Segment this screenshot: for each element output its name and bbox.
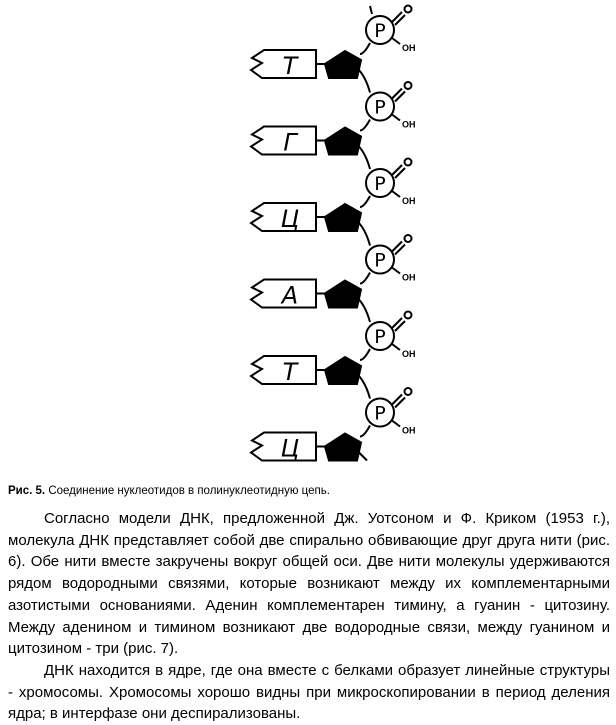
base-letter: Г: [283, 128, 297, 157]
sugar-pentagon: [325, 281, 361, 308]
oxygen-atom: [405, 82, 412, 89]
sugar-phosphate-bond: [359, 300, 370, 323]
paragraph-1: Согласно модели ДНК, предложенной Дж. Уотсоном и Ф. Криком (1953 г.), молекула ДНК представляет собой две спирально обвивающие друг друга нити (рис. 6). Обе нити вместе закручены вокруг общей оси. Две нити молекулы удерживаются рядом водородными связями, которые возникают между их комплементарными азотистыми основаниями. Аденин комплементарен тимину, а гуанин - цитозину. Между аденином и тимином возникают две водородные связи, между гуанином и цитозином - три (рис. 7).: [8, 510, 610, 658]
oxygen-atom: [405, 159, 412, 166]
hydroxyl-bond: [392, 421, 400, 427]
base-letter: Ц: [280, 434, 300, 463]
base-letter: Ц: [280, 205, 300, 233]
phosphate-label: P: [374, 249, 386, 272]
phosphate-label: P: [374, 96, 386, 119]
caption-text: Соединение нуклеотидов в полинуклеотидную цепь.: [45, 485, 330, 497]
oxygen-atom: [405, 235, 412, 242]
hydroxyl-bond: [392, 115, 400, 121]
phosphate-sugar-bond: [360, 196, 370, 207]
phosphate-sugar-bond: [360, 349, 370, 360]
sugar-pentagon: [325, 434, 361, 461]
sugar-pentagon: [325, 51, 361, 78]
phosphate-top-bond: [370, 6, 372, 14]
phosphate-sugar-bond: [360, 426, 370, 437]
oxygen-atom: [405, 6, 412, 13]
caption-label: Рис. 5.: [8, 485, 46, 497]
oxygen-atom: [405, 388, 412, 395]
phosphate-label: P: [374, 173, 386, 195]
hydroxyl-label: OH: [402, 425, 416, 436]
base-letter: А: [281, 281, 299, 310]
base-letter: Т: [282, 358, 298, 386]
hydroxyl-bond: [392, 344, 400, 350]
sugar-tail-bond: [359, 453, 367, 461]
hydroxyl-label: OH: [402, 43, 416, 53]
sugar-phosphate-bond: [359, 223, 370, 246]
hydroxyl-label: OH: [402, 196, 416, 206]
phosphate-label: P: [374, 326, 386, 348]
sugar-phosphate-bond: [359, 147, 370, 170]
hydroxyl-bond: [392, 191, 400, 197]
hydroxyl-bond: [392, 268, 400, 274]
phosphate-sugar-bond: [360, 43, 370, 54]
hydroxyl-label: OH: [402, 272, 416, 283]
sugar-pentagon: [325, 204, 361, 231]
sugar-pentagon: [325, 128, 361, 155]
phosphate-sugar-bond: [360, 120, 370, 131]
figure-caption: [8, 484, 608, 498]
body-text: [8, 508, 610, 725]
phosphate-label: P: [374, 402, 386, 425]
paragraph-2: ДНК находится в ядре, где она вместе с белками образует линейные структуры - хромосомы. Хромосомы хорошо видны при микроскопировании в период деления ядра; в интерфазе они деспирализованы.: [8, 661, 610, 723]
sugar-pentagon: [325, 357, 361, 384]
sugar-phosphate-bond: [359, 376, 370, 399]
phosphate-sugar-bond: [360, 273, 370, 284]
hydroxyl-label: OH: [402, 119, 416, 130]
sugar-phosphate-bond: [359, 70, 370, 93]
phosphate-label: P: [374, 20, 386, 42]
base-letter: Т: [282, 52, 298, 80]
oxygen-atom: [405, 312, 412, 319]
hydroxyl-bond: [392, 38, 400, 44]
hydroxyl-label: OH: [402, 349, 416, 359]
